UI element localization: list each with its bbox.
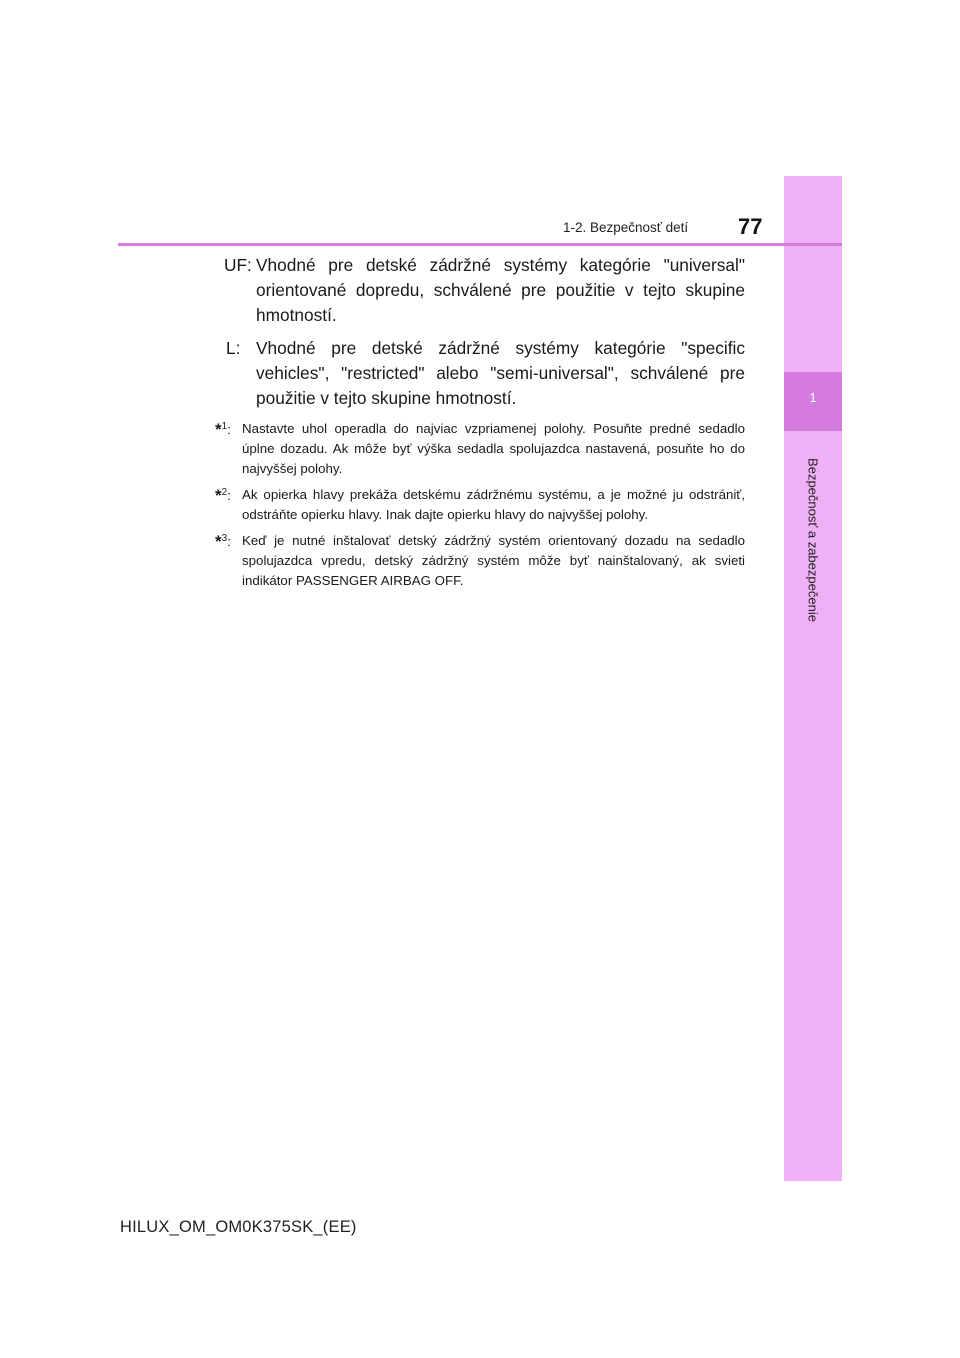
- main-content: [210, 253, 745, 597]
- definition-text: Vhodné pre detské zádržné systémy kategórie "specific vehicles", "restricted" alebo "semi-universal", schválené pre použitie v tejto skupine hmotností.: [256, 338, 745, 408]
- footnote-number: 1: [221, 421, 228, 432]
- footnote-marker: *$^1$:: [215, 420, 231, 439]
- chapter-side-band: [784, 176, 842, 1181]
- footnote-text: Nastavte uhol operadla do najviac vzpriamenej polohy. Posuňte predné sedadlo úplne dozadu. Ak môže byť výška sedadla spolujazdca nastavená, posuňte ho do najvyššej polohy.: [242, 421, 745, 476]
- definition-term: UF:: [224, 255, 252, 275]
- footnote-star: *: [215, 486, 222, 505]
- definition-term: L:: [226, 338, 241, 358]
- header-rule: [118, 243, 842, 246]
- footnote-item: [210, 531, 745, 591]
- footnote-item: [210, 485, 745, 525]
- section-title: 1-2. Bezpečnosť detí: [563, 220, 689, 235]
- footnote-marker: *$^2$:: [215, 486, 231, 505]
- page-number: 77: [738, 214, 763, 239]
- footnote-text: Keď je nutné inštalovať detský zádržný systém orientovaný dozadu na sedadlo spolujazdca vpredu, detský zádržný systém môže byť nainštalovaný, ak svieti indikátor PASSENGER AIRBAG OFF.: [242, 533, 745, 588]
- footnote-marker: *$^3$:: [215, 532, 231, 551]
- definition-item: [210, 253, 745, 328]
- chapter-title: Bezpečnosť a zabezpečenie: [805, 458, 821, 622]
- footnote-text: Ak opierka hlavy prekáža detskému zádržnému systému, a je možné ju odstrániť, odstráňte opierku hlavy. Inak dajte opierku hlavy do najvyššej polohy.: [242, 487, 745, 522]
- footnote-number: 3: [221, 533, 228, 544]
- footnote-number: 2: [221, 487, 228, 498]
- document-code: HILUX_OM_OM0K375SK_(EE): [120, 1218, 357, 1236]
- chapter-number: 1: [809, 390, 817, 405]
- definition-text: Vhodné pre detské zádržné systémy kategórie "universal" orientované dopredu, schválené pre použitie v tejto skupine hmotností.: [256, 255, 745, 325]
- definition-item: [210, 336, 745, 411]
- footnote-item: [210, 419, 745, 479]
- footnote-star: *: [215, 532, 222, 551]
- footnote-star: *: [215, 420, 222, 439]
